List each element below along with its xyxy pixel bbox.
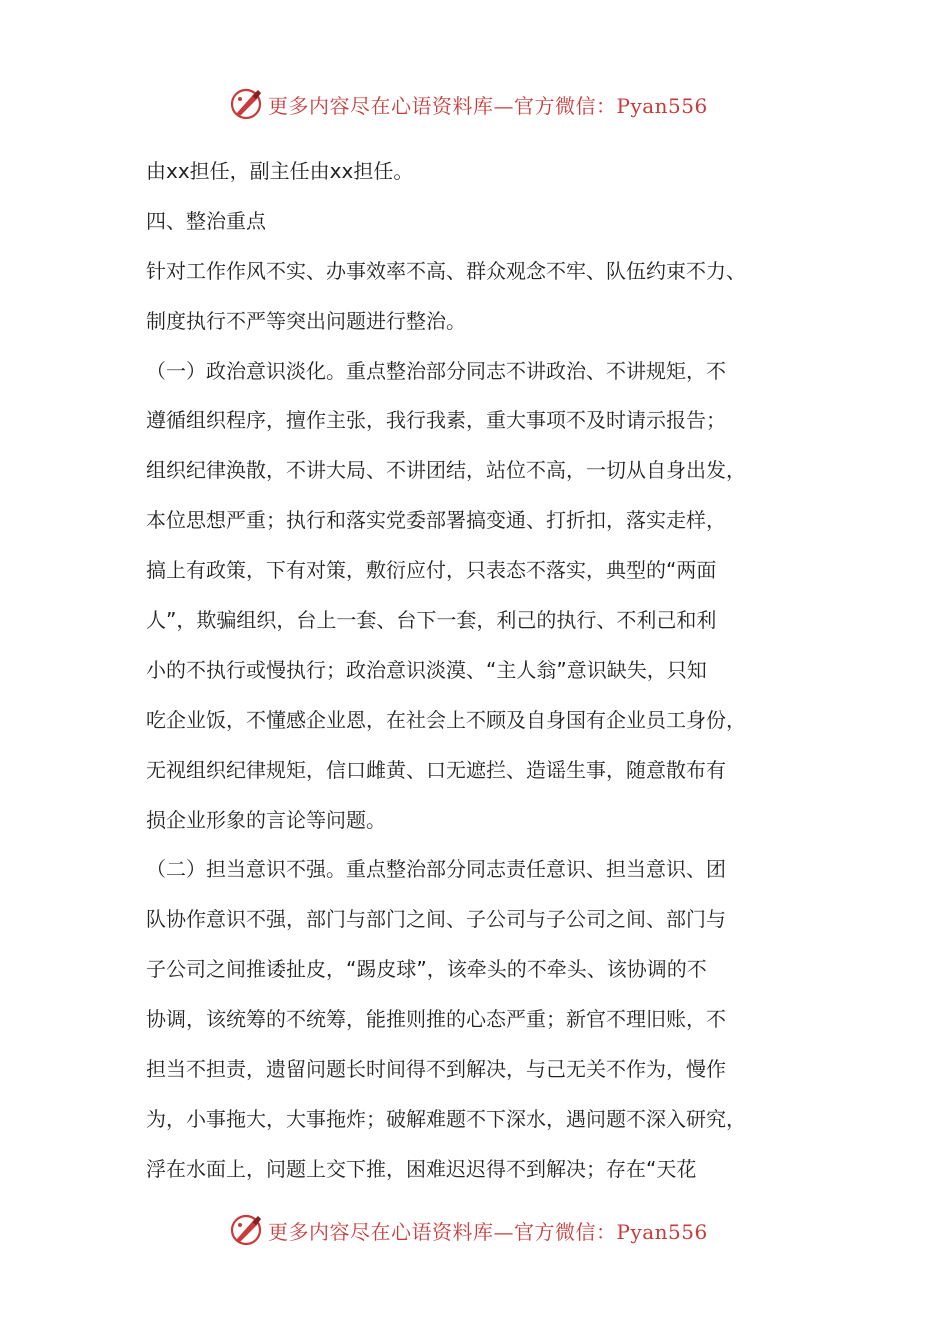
text-line: 遵循组织程序，擅作主张，我行我素，重大事项不及时请示报告； <box>146 408 726 433</box>
text-line: 搞上有政策，下有对策，敷衍应付，只表态不落实，典型的“两面 <box>146 558 717 583</box>
watermark-text: 更多内容尽在心语资料库—官方微信：Pyan556 <box>268 93 708 118</box>
header-watermark <box>228 84 708 124</box>
text-line: 组织纪律涣散，不讲大局、不讲团结，站位不高，一切从自身出发， <box>146 458 746 483</box>
pen-logo-icon <box>228 86 264 122</box>
text-line: 担当不担责，遗留问题长时间得不到解决，与己无关不作为，慢作 <box>146 1057 726 1082</box>
footer-watermark <box>228 1210 708 1250</box>
text-line: 无视组织纪律规矩，信口雌黄、口无遮拦、造谣生事，随意散布有 <box>146 757 726 782</box>
text-line: 制度执行不严等突出问题进行整治。 <box>146 308 466 333</box>
text-line: 浮在水面上，问题上交下推，困难迟迟得不到解决；存在“天花 <box>146 1156 697 1181</box>
text-line: 本位思想严重；执行和落实党委部署搞变通、打折扣，落实走样， <box>146 508 726 533</box>
text-line: 人”，欺骗组织，台上一套、台下一套，利己的执行、不利己和利 <box>146 608 717 633</box>
text-line: （一）政治意识淡化。重点整治部分同志不讲政治、不讲规矩，不 <box>146 358 726 383</box>
text-line: 小的不执行或慢执行；政治意识淡漠、“主人翁”意识缺失，只知 <box>146 657 707 682</box>
text-line: 针对工作作风不实、办事效率不高、群众观念不牢、队伍约束不力、 <box>146 258 746 283</box>
document-body <box>146 147 836 1195</box>
text-line: 四、整治重点 <box>146 208 266 233</box>
text-line: 为，小事拖大，大事拖炸；破解难题不下深水，遇问题不深入研究， <box>146 1106 746 1131</box>
pen-logo-icon <box>228 1212 264 1248</box>
text-line: 协调，该统筹的不统筹，能推则推的心态严重；新官不理旧账，不 <box>146 1007 726 1032</box>
text-line: 子公司之间推诿扯皮，“踢皮球”，该牵头的不牵头、该协调的不 <box>146 957 707 982</box>
text-line: 吃企业饭，不懂感企业恩，在社会上不顾及自身国有企业员工身份， <box>146 707 746 732</box>
text-line: 由xx担任，副主任由xx担任。 <box>146 159 414 183</box>
text-line: （二）担当意识不强。重点整治部分同志责任意识、担当意识、团 <box>146 857 726 882</box>
watermark-text: 更多内容尽在心语资料库—官方微信：Pyan556 <box>268 1219 708 1244</box>
text-line: 队协作意识不强，部门与部门之间、子公司与子公司之间、部门与 <box>146 907 726 932</box>
text-line: 损企业形象的言论等问题。 <box>146 807 386 832</box>
